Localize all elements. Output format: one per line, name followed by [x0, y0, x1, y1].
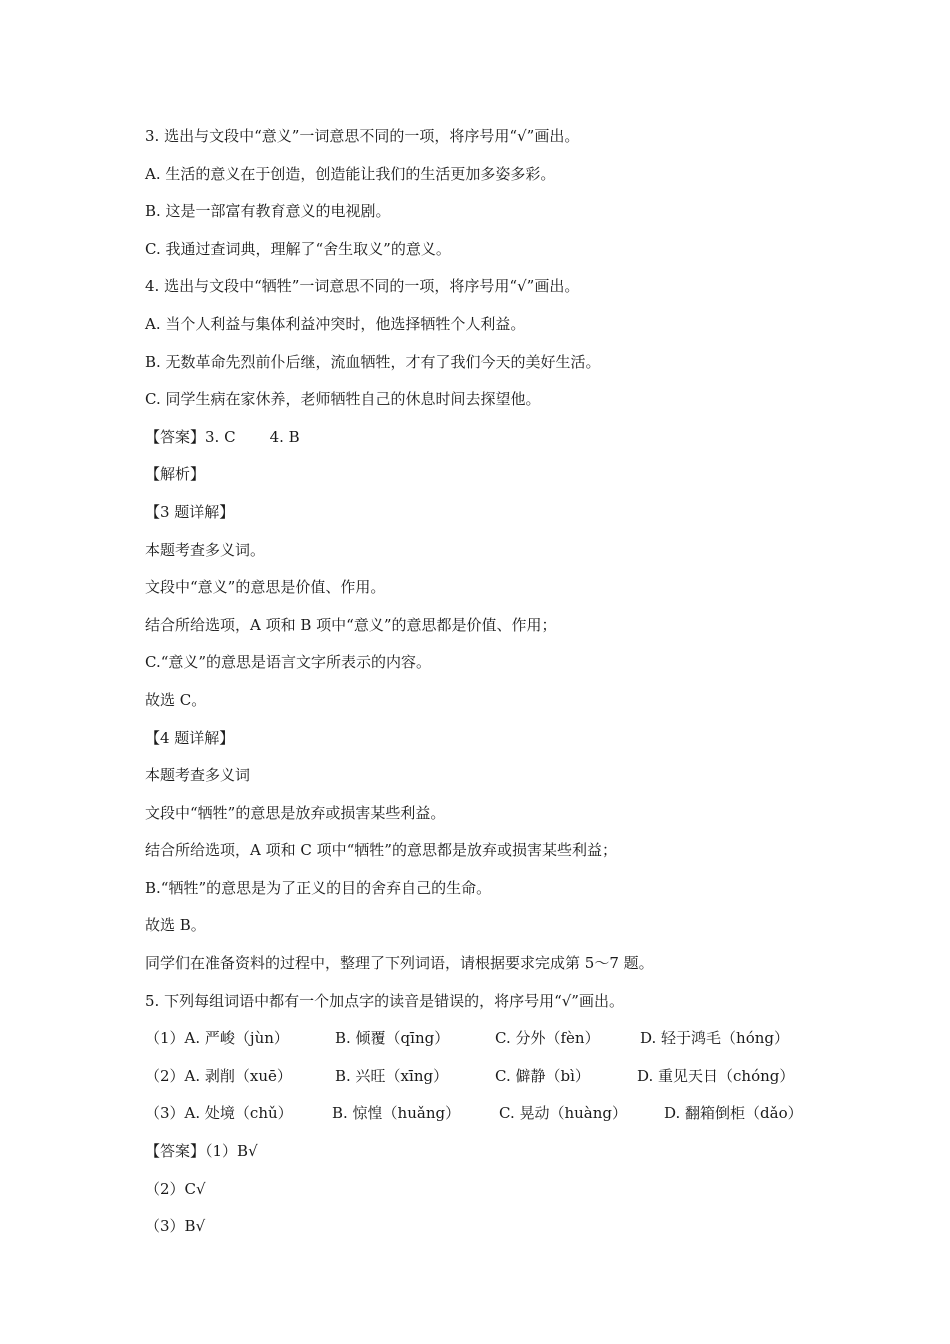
q5-row2-option-c: C. 僻静（bì） [495, 1066, 590, 1085]
q4-option-b: B. 无数革命先烈前仆后继，流血牺牲，才有了我们今天的美好生活。 [145, 352, 601, 371]
q5-row3-option-c: C. 晃动（huàng） [499, 1104, 628, 1123]
q4-option-c: C. 同学生病在家休养，老师牺牲自己的休息时间去探望他。 [145, 390, 541, 409]
q4-detail-line: 本题考查多义词 [145, 766, 251, 785]
q5-row2-option-a: （2）A. 剥削（xuē） [145, 1066, 292, 1085]
q5-row-3 [145, 1095, 845, 1133]
q3-option-c: C. 我通过查词典，理解了“舍生取义”的意义。 [145, 239, 451, 258]
answer-4-value: 4. B [269, 427, 300, 446]
answer-3-label: 【答案】3. C [145, 427, 236, 446]
answer-3-4 [145, 419, 845, 457]
q4-detail-heading: 【4 题详解】 [145, 728, 235, 747]
q3-stem: 3. 选出与文段中“意义”一词意思不同的一项，将序号用“√”画出。 [145, 127, 580, 145]
q4-detail-line: 故选 B。 [145, 916, 206, 935]
q5-row2-option-b: B. 兴旺（xīng） [335, 1066, 449, 1085]
q4-detail-line: B.“牺牲”的意思是为了正义的目的舍弃自己的生命。 [145, 878, 492, 897]
q5-row3-option-d: D. 翻箱倒柜（dǎo） [664, 1104, 803, 1123]
q4-detail-line: 结合所给选项，A 项和 C 项中“牺牲”的意思都是放弃或损害某些利益； [145, 841, 617, 860]
q5-row3-option-a: （3）A. 处境（chǔ） [145, 1104, 293, 1123]
q5-row1-option-c: C. 分外（fèn） [495, 1029, 600, 1048]
q3-detail-line: C.“意义”的意思是语言文字所表示的内容。 [145, 653, 432, 672]
analysis-label: 【解析】 [145, 465, 206, 484]
q3-detail-line: 结合所给选项，A 项和 B 项中“意义”的意思都是价值、作用； [145, 615, 557, 634]
q3-detail-line: 文段中“意义”的意思是价值、作用。 [145, 578, 386, 597]
q5-row1-option-d: D. 轻于鸿毛（hóng） [640, 1029, 789, 1048]
answer-5-line-2: （2）C√ [145, 1179, 206, 1198]
q5-row3-option-b: B. 惊惶（huǎng） [332, 1104, 461, 1123]
q4-option-a: A. 当个人利益与集体利益冲突时，他选择牺牲个人利益。 [145, 314, 526, 333]
q5-row2-option-d: D. 重见天日（chóng） [637, 1066, 795, 1085]
q5-row1-option-b: B. 倾覆（qīng） [335, 1029, 450, 1048]
q3-detail-heading: 【3 题详解】 [145, 502, 235, 521]
q5-stem: 5. 下列每组词语中都有一个加点字的读音是错误的，将序号用“√”画出。 [145, 991, 624, 1010]
answer-5-line-3: （3）B√ [145, 1217, 206, 1236]
q5-row1-option-a: （1）A. 严峻（jùn） [145, 1029, 289, 1048]
q3-option-b: B. 这是一部富有教育意义的电视剧。 [145, 202, 391, 221]
document-page [145, 118, 845, 1246]
q3-detail-line: 本题考查多义词。 [145, 540, 266, 559]
q5-row-1 [145, 1020, 845, 1058]
q3-detail-line: 故选 C。 [145, 690, 207, 709]
q5-row-2 [145, 1058, 845, 1096]
answer-5-line-1: 【答案】（1）B√ [145, 1142, 258, 1161]
q4-stem: 4. 选出与文段中“牺牲”一词意思不同的一项，将序号用“√”画出。 [145, 277, 580, 296]
q3-option-a: A. 生活的意义在于创造，创造能让我们的生活更加多姿多彩。 [145, 164, 556, 183]
q4-detail-line: 文段中“牺牲”的意思是放弃或损害某些利益。 [145, 803, 446, 822]
intro-paragraph: 同学们在准备资料的过程中，整理了下列词语，请根据要求完成第 5～7 题。 [145, 954, 654, 973]
